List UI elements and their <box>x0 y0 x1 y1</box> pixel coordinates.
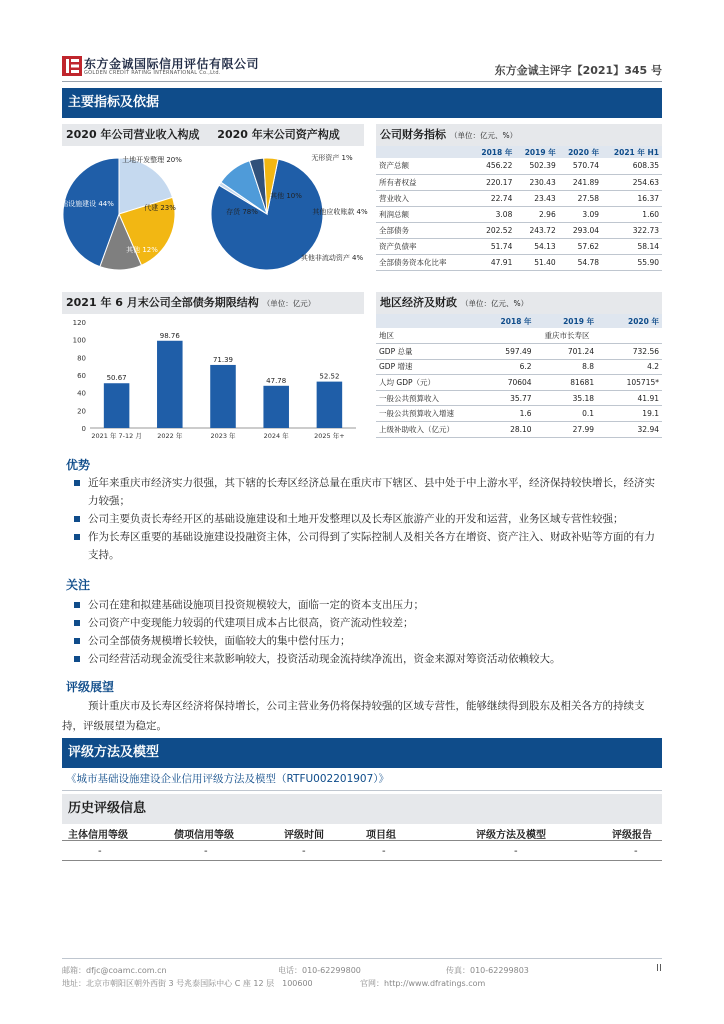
table-row <box>376 174 662 190</box>
page-header <box>62 50 662 82</box>
cell: 全部债务资本化比率 <box>376 254 472 270</box>
method-bar: 评级方法及模型 <box>62 738 662 768</box>
fin-col-2019: 2019 年 <box>515 146 558 158</box>
company-logo-icon <box>62 56 82 76</box>
debt-chart-unit: （单位：亿元） <box>262 299 316 308</box>
list-item: 公司经营活动现金流受往来款影响较大，投资活动现金流持续净流出，资金来源对筹资活动依赖较大。 <box>62 650 662 668</box>
debt-maturity-chart <box>62 316 364 444</box>
cell: 597.49 <box>472 344 535 360</box>
footer-website[interactable]: 官网：http://www.dfratings.com <box>360 979 486 988</box>
concerns-list <box>62 596 662 668</box>
cell: 35.18 <box>535 390 598 406</box>
cell: 22.74 <box>472 190 515 206</box>
pie-slice-label: 其他 12% <box>126 246 158 254</box>
cell: 105715* <box>597 375 662 391</box>
list-item: 公司资产中变现能力较弱的代建项目成本占比很高，资产流动性较差； <box>62 614 662 632</box>
cell: 营业收入 <box>376 190 472 206</box>
cell: 1.60 <box>602 206 662 222</box>
table-row <box>376 359 662 375</box>
bar <box>210 365 236 428</box>
debt-chart-header <box>62 292 364 314</box>
cell: 202.52 <box>472 222 515 238</box>
footer-divider <box>62 958 662 959</box>
cell: 上级补助收入（亿元） <box>376 422 472 438</box>
company-name-cn: 东方金诚国际信用评估有限公司 <box>84 57 260 71</box>
cell: 54.13 <box>515 238 558 254</box>
cell: 732.56 <box>597 344 662 360</box>
financial-unit: （单位：亿元、%） <box>450 131 518 140</box>
cell: 54.78 <box>559 254 602 270</box>
cell: 230.43 <box>515 174 558 190</box>
cell: GDP 总量 <box>376 344 472 360</box>
revenue-pie-title: 2020 年公司营业收入构成 <box>66 128 200 141</box>
pie-charts <box>54 148 368 280</box>
bar <box>317 382 343 428</box>
fin-col-2020: 2020 年 <box>559 146 602 158</box>
cell: 28.10 <box>472 422 535 438</box>
cell: 32.94 <box>597 422 662 438</box>
pie-slice-label: 存货 78% <box>226 208 258 216</box>
cell: - <box>514 846 518 857</box>
area-value: 重庆市长寿区 <box>472 328 662 344</box>
cell: 81681 <box>535 375 598 391</box>
cell: 220.17 <box>472 174 515 190</box>
cell: 51.40 <box>515 254 558 270</box>
cell: 35.77 <box>472 390 535 406</box>
cell: 全部债务 <box>376 222 472 238</box>
table-row <box>376 390 662 406</box>
cell: 55.90 <box>602 254 662 270</box>
hist-col-entity: 主体信用等级 <box>68 830 128 841</box>
cell: 293.04 <box>559 222 602 238</box>
list-item: 近年来重庆市经济实力很强，其下辖的长寿区经济总量在重庆市下辖区、县中处于中上游水平，经济保持较快增长，经济实力较强； <box>62 474 662 510</box>
cell: 502.39 <box>515 158 558 174</box>
page-number: II <box>656 963 662 974</box>
cell: 3.08 <box>472 206 515 222</box>
table-row <box>376 344 662 360</box>
x-tick-label: 2023 年 <box>210 432 236 440</box>
pie-slice-label: 基础设施建设 44% <box>54 200 114 208</box>
concerns-title: 关注 <box>66 578 91 592</box>
company-name-en: GOLDEN CREDIT RATING INTERNATIONAL Co.,Ltd. <box>84 70 221 76</box>
regional-unit: （单位：亿元、%） <box>461 299 529 308</box>
history-bar: 历史评级信息 <box>62 794 662 824</box>
y-tick-label: 20 <box>77 407 86 416</box>
hist-col-issue: 债项信用等级 <box>174 830 234 841</box>
cell: 人均 GDP（元） <box>376 375 472 391</box>
list-item: 作为长寿区重要的基础设施建设投融资主体，公司得到了实际控制人及相关各方在增资、资产注入、财政补贴等方面的有力支持。 <box>62 528 662 564</box>
cell: 8.8 <box>535 359 598 375</box>
cell: - <box>204 846 208 857</box>
bar-value-label: 47.78 <box>266 376 287 385</box>
table-row <box>376 158 662 174</box>
x-tick-label: 2022 年 <box>157 432 183 440</box>
footer-phone: 电话：010-62299800 <box>278 966 361 975</box>
pie-slice-label: 其他 10% <box>270 192 302 200</box>
cell: 701.24 <box>535 344 598 360</box>
financial-table <box>376 146 662 271</box>
debt-chart-title: 2021 年 6 月末公司全部债务期限结构 <box>66 296 259 309</box>
pie-slice-label: 土地开发整理 20% <box>122 156 182 164</box>
footer-address: 地址：北京市朝阳区朝外西街 3 号兆泰国际中心 C 座 12 层 100600 <box>62 979 313 988</box>
outlook-text: 预计重庆市及长寿区经济将保持增长，公司主营业务仍将保持较强的区域专营性，能够继续得到股东及相关各方的持续支持，评级展望为稳定。 <box>62 700 645 732</box>
pie-charts-header <box>62 124 364 146</box>
fin-col-blank <box>376 146 472 158</box>
regional-title: 地区经济及财政 <box>380 296 457 309</box>
financial-title: 公司财务指标 <box>380 128 446 141</box>
fin-col-2021h1: 2021 年 H1 <box>602 146 662 158</box>
bar <box>104 383 130 428</box>
cell: 51.74 <box>472 238 515 254</box>
cell: 254.63 <box>602 174 662 190</box>
main-indicators-bar: 主要指标及依据 <box>62 88 662 118</box>
cell: 一般公共预算收入增速 <box>376 406 472 422</box>
table-row <box>376 375 662 391</box>
cell: 27.99 <box>535 422 598 438</box>
cell: 一般公共预算收入 <box>376 390 472 406</box>
cell: 456.22 <box>472 158 515 174</box>
reg-col-2019: 2019 年 <box>535 314 598 328</box>
pie-slice-label: 无形资产 1% <box>311 154 353 162</box>
table-row <box>376 206 662 222</box>
cell: 58.14 <box>602 238 662 254</box>
table-row <box>376 222 662 238</box>
divider <box>62 790 662 791</box>
regional-economy-header <box>376 292 662 314</box>
cell: GDP 增速 <box>376 359 472 375</box>
cell: 27.58 <box>559 190 602 206</box>
table-row <box>376 238 662 254</box>
strengths-list <box>62 474 662 564</box>
cell: 资产总额 <box>376 158 472 174</box>
y-tick-label: 60 <box>77 372 86 380</box>
table-row <box>376 406 662 422</box>
table-row <box>376 190 662 206</box>
bar <box>157 341 183 428</box>
regional-table <box>376 314 662 438</box>
hist-col-team: 项目组 <box>366 830 396 841</box>
financial-indicators-header <box>376 124 662 146</box>
cell: 70604 <box>472 375 535 391</box>
strengths-title: 优势 <box>66 458 91 472</box>
footer-fax: 传真：010-62299803 <box>446 966 529 975</box>
y-tick-label: 40 <box>77 389 86 398</box>
cell: 16.37 <box>602 190 662 206</box>
document-number: 东方金诚主评字【2021】345 号 <box>494 64 662 77</box>
outlook-title: 评级展望 <box>66 680 115 694</box>
bar-value-label: 98.76 <box>159 331 180 340</box>
reg-col-blank <box>376 314 472 328</box>
cell: 23.43 <box>515 190 558 206</box>
x-tick-label: 2021 年 7-12 月 <box>91 432 142 440</box>
y-tick-label: 80 <box>77 354 86 363</box>
list-item: 公司在建和拟建基础设施项目投资规模较大，面临一定的资本支出压力； <box>62 596 662 614</box>
y-tick-label: 0 <box>81 425 86 433</box>
y-tick-label: 120 <box>72 319 86 327</box>
cell: - <box>634 846 638 857</box>
hist-col-date: 评级时间 <box>284 830 324 841</box>
cell: 243.72 <box>515 222 558 238</box>
bar-value-label: 52.52 <box>319 372 340 381</box>
cell: - <box>302 846 306 857</box>
x-tick-label: 2024 年 <box>263 432 289 440</box>
cell: 570.74 <box>559 158 602 174</box>
cell: 322.73 <box>602 222 662 238</box>
cell: 41.91 <box>597 390 662 406</box>
pie-slice-label: 其他应收账款 4% <box>312 208 368 216</box>
bar <box>263 386 289 428</box>
cell: 608.35 <box>602 158 662 174</box>
cell: 0.1 <box>535 406 598 422</box>
cell: 19.1 <box>597 406 662 422</box>
list-item: 公司全部债务规模增长较快，面临较大的集中偿付压力； <box>62 632 662 650</box>
fin-col-2018: 2018 年 <box>472 146 515 158</box>
cell: 47.91 <box>472 254 515 270</box>
footer-email: 邮箱：dfjc@coamc.com.cn <box>62 966 167 975</box>
table-row <box>376 422 662 438</box>
y-tick-label: 100 <box>72 336 86 345</box>
cell: 241.89 <box>559 174 602 190</box>
cell: 6.2 <box>472 359 535 375</box>
table-row <box>62 843 662 861</box>
pie-slice-label: 代建 23% <box>144 204 176 212</box>
bar-value-label: 50.67 <box>106 374 127 383</box>
list-item: 公司主要负责长寿经开区的基础设施建设和土地开发整理以及长寿区旅游产业的开发和运营，业务区域专营性较强； <box>62 510 662 528</box>
reg-col-2018: 2018 年 <box>472 314 535 328</box>
cell: - <box>382 846 386 857</box>
cell: 4.2 <box>597 359 662 375</box>
method-link[interactable]: 《城市基础设施建设企业信用评级方法及模型（RTFU002201907）》 <box>66 773 390 785</box>
cell: - <box>98 846 102 857</box>
cell: 3.09 <box>559 206 602 222</box>
cell: 所有者权益 <box>376 174 472 190</box>
assets-pie-title: 2020 年末公司资产构成 <box>217 128 340 141</box>
cell: 资产负债率 <box>376 238 472 254</box>
hist-col-method: 评级方法及模型 <box>476 830 546 841</box>
cell: 利润总额 <box>376 206 472 222</box>
cell: 57.62 <box>559 238 602 254</box>
hist-col-report: 评级报告 <box>612 830 652 841</box>
area-label: 地区 <box>376 328 472 344</box>
history-table-header <box>62 823 662 841</box>
cell: 1.6 <box>472 406 535 422</box>
cell: 2.96 <box>515 206 558 222</box>
table-row <box>376 254 662 270</box>
bar-value-label: 71.39 <box>212 355 234 364</box>
reg-col-2020: 2020 年 <box>597 314 662 328</box>
pie-slice-label: 其他非流动资产 4% <box>300 254 364 262</box>
x-tick-label: 2025 年+ <box>314 432 345 440</box>
table-row <box>376 328 662 344</box>
